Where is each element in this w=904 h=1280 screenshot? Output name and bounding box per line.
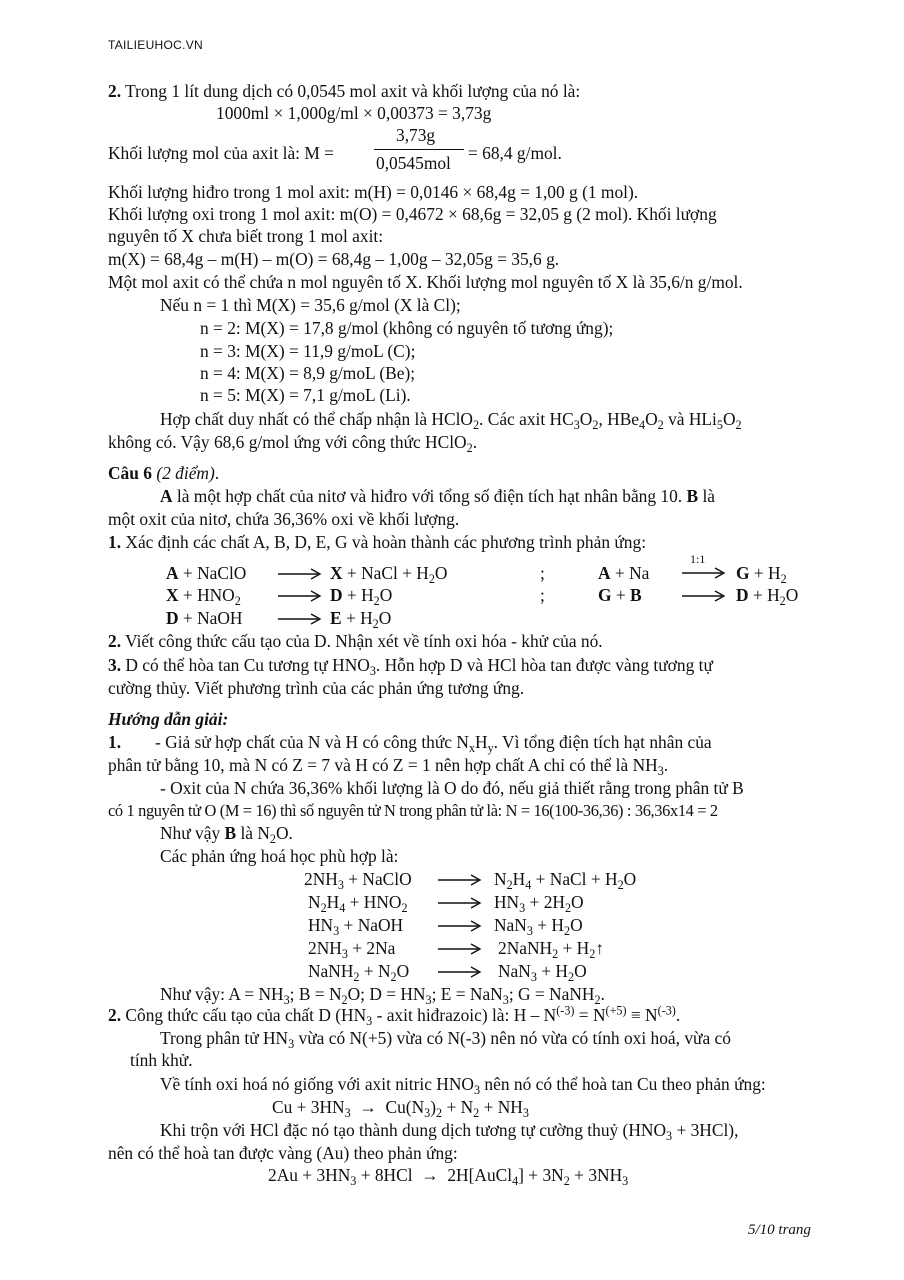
part2-line-7: m(X) = 68,4g – m(H) – m(O) = 68,4g – 1,00g – 32,05g = 35,6 g. xyxy=(108,249,560,269)
part2-line-9: Nếu n = 1 thì M(X) = 35,6 g/mol (X là Cl); xyxy=(160,295,461,315)
eq1-separator: ; xyxy=(540,563,545,583)
reaction-2-arrow-icon xyxy=(436,892,484,912)
eq3-right: $D + H_2O$ xyxy=(330,585,393,608)
solution-2-equation-2: $2Au + 3HN_3 + 8HCl$ → 2H[AuCl$_4$] + $3N_2 + 3NH_3$ xyxy=(268,1165,629,1188)
reaction-4-arrow-icon xyxy=(436,938,484,958)
reaction-1-arrow-icon xyxy=(436,869,484,889)
reaction-3-right: $NaN_3 + H_2O$ xyxy=(494,915,583,938)
solution-1-line-1-text: - Giả sử hợp chất của N và H có công thức $N_xH_y$. Vì tổng điện tích hạt nhân của xyxy=(155,732,712,755)
solution-2-line-5: Khi trộn với HCl đặc nó tạo thành dung dịch tương tự cường thuỷ $(HNO_3 + 3HCl)$, xyxy=(160,1120,739,1143)
question-6-task-3-line-2: cường thủy. Viết phương trình của các phản ứng tương ứng. xyxy=(108,678,525,698)
solution-2-line-3: tính khử. xyxy=(130,1050,193,1070)
reaction-2-right: $HN_3 + 2H_2O$ xyxy=(494,892,584,915)
fraction-denominator: 0,0545mol xyxy=(376,153,451,173)
eq4-arrow-icon xyxy=(680,585,728,605)
solution-1-line-3: - Oxit của N chứa 36,36% khối lượng là O do đó, nếu giả thiết rằng trong phân tử B xyxy=(160,778,744,798)
reaction-1-left: $2NH_3$ + NaClO xyxy=(304,869,412,892)
reaction-4-left: $2NH_3 + 2Na$ xyxy=(308,938,396,961)
reaction-2-left: $N_2H_4 + HNO_2$ xyxy=(308,892,408,915)
page-number: 5/10 trang xyxy=(748,1222,811,1238)
solution-2-line-2: Trong phân tử $HN_3$ vừa có N(+5) vừa có N(-3) nên nó vừa có tính oxi hoá, vừa có xyxy=(160,1028,731,1051)
eq1-right: X + NaCl + $H_2O$ xyxy=(330,563,448,586)
solution-1-line-2: phân tử bằng 10, mà N có Z = 7 và H có Z = 1 nên hợp chất A chỉ có thể là $NH_3$. xyxy=(108,755,669,778)
reaction-5-arrow-icon xyxy=(436,961,484,981)
fraction-numerator: 3,73g xyxy=(396,125,436,145)
part2-line-8: Một mol axit có thể chứa n mol nguyên tố X. Khối lượng mol nguyên tố X là 35,6/n g/mol. xyxy=(108,272,743,292)
reaction-3-arrow-icon xyxy=(436,915,484,935)
solution-1-line-4: có 1 nguyên tử O (M = 16) thì số nguyên tử N trong phân tử là: N = 16(100-36,36) : 36,36x14 = 2 xyxy=(108,801,718,820)
part2-line-13: n = 5: M(X) = 7,1 g/moL (Li). xyxy=(200,385,411,405)
solution-1-line-6: Các phản ứng hoá học phù hợp là: xyxy=(160,846,399,866)
reaction-3-left: $HN_3$ + NaOH xyxy=(308,915,404,938)
eq4-left: G + B xyxy=(598,585,642,605)
eq2-left: A + Na xyxy=(598,563,650,583)
fraction-bar xyxy=(374,149,464,150)
question-6-task-1: 1. Xác định các chất A, B, D, E, G và hoàn thành các phương trình phản ứng: xyxy=(108,532,647,552)
eq1-left: A + NaClO xyxy=(166,563,247,583)
question-6-task-2: 2. Viết công thức cấu tạo của D. Nhận xét về tính oxi hóa - khử của nó. xyxy=(108,631,603,651)
question-6-line-2: một oxit của nitơ, chứa 36,36% oxi về khối lượng. xyxy=(108,509,460,529)
part2-line-2: 1000ml × 1,000g/ml × 0,00373 = 3,73g xyxy=(216,103,492,123)
eq3-separator: ; xyxy=(540,585,545,605)
reaction-5-left: NaNH$_2$ + $N_2O$ xyxy=(308,961,410,984)
reaction-1-right: $N_2H_4$ + NaCl + $H_2O$ xyxy=(494,869,637,892)
molar-mass-result: = 68,4 g/mol. xyxy=(468,143,562,163)
reaction-5-right: $NaN_3 + H_2O$ xyxy=(498,961,587,984)
reaction-4-right: 2NaNH$_2$ + $H_2↑$ xyxy=(498,938,605,961)
molar-mass-label: Khối lượng mol của axit là: M = xyxy=(108,143,334,163)
question-6-line-1: A là một hợp chất của nitơ và hiđro với tổng số điện tích hạt nhân bằng 10. B là xyxy=(160,486,716,506)
eq1-arrow-icon xyxy=(276,563,324,583)
eq2-right: $G + H_2$ xyxy=(736,563,787,586)
eq5-arrow-icon xyxy=(276,608,324,628)
site-header: TAILIEUHOC.VN xyxy=(108,38,204,52)
part2-line-1: 2. Trong 1 lít dung dịch có 0,0545 mol axit và khối lượng của nó là: xyxy=(108,81,581,101)
part2-line-6: nguyên tố X chưa biết trong 1 mol axit: xyxy=(108,226,384,246)
part2-line-14: Hợp chất duy nhất có thể chấp nhận là HClO$_2$. Các axit $HC_3O_2$, $HBe_4O_2$ và $HLi_5O_2$ xyxy=(160,409,742,432)
solution-2-equation-1: $Cu + 3HN_3 \to Cu(N_3)_2 + N_2 + NH_3$ xyxy=(272,1097,529,1120)
question-6-title: Câu 6 (2 điểm). xyxy=(108,463,220,483)
eq3-arrow-icon xyxy=(276,585,324,605)
part2-line-4: Khối lượng hiđro trong 1 mol axit: m(H) = 0,0146 × 68,4g = 1,00 g (1 mol). xyxy=(108,182,639,202)
eq5-right: $E + H_2O$ xyxy=(330,608,392,631)
solution-2-line-6: nên có thể hoà tan được vàng (Au) theo phản ứng: xyxy=(108,1143,458,1163)
part2-line-10: n = 2: M(X) = 17,8 g/mol (không có nguyên tố tương ứng); xyxy=(200,318,614,338)
solution-1-line-5: Như vậy B là $N_2O$. xyxy=(160,823,293,846)
solution-2-line-4: Về tính oxi hoá nó giống với axit nitric $HNO_3$ nên nó có thể hoà tan Cu theo phản ứng: xyxy=(160,1074,766,1097)
question-6-task-3: 3. D có thể hòa tan Cu tương tự $HNO_3$. Hỗn hợp D và HCl hòa tan được vàng tương tự xyxy=(108,655,713,678)
part2-line-11: n = 3: M(X) = 11,9 g/moL (C); xyxy=(200,341,416,361)
part2-line-15: không có. Vậy 68,6 g/mol ứng với công thức HClO$_2$. xyxy=(108,432,478,455)
eq2-ratio: 1:1 xyxy=(690,552,706,566)
eq3-left: $X + HNO_2$ xyxy=(166,585,241,608)
solution-1-line-1: 1. xyxy=(108,732,122,752)
eq4-right: $D + H_2O$ xyxy=(736,585,799,608)
solution-summary: Như vậy: $A = NH_3$; $B = N_2O$; $D = HN_3$; E = NaN$_3$; G = NaNH$_2$. xyxy=(160,984,605,1007)
part2-line-5: Khối lượng oxi trong 1 mol axit: m(O) = 0,4672 × 68,6g = 32,05 g (2 mol). Khối lượng xyxy=(108,204,717,224)
solution-2-line-1: 2. Công thức cấu tạo của chất D ($HN_3$ - axit hiđrazoic) là: $H - N^{(-3)} = N^{(+5)} \equiv N^{(-3)}$. xyxy=(108,1003,681,1028)
part2-line-12: n = 4: M(X) = 8,9 g/moL (Be); xyxy=(200,363,416,383)
solution-title: Hướng dẫn giải: xyxy=(108,709,229,729)
eq5-left: D + NaOH xyxy=(166,608,243,628)
